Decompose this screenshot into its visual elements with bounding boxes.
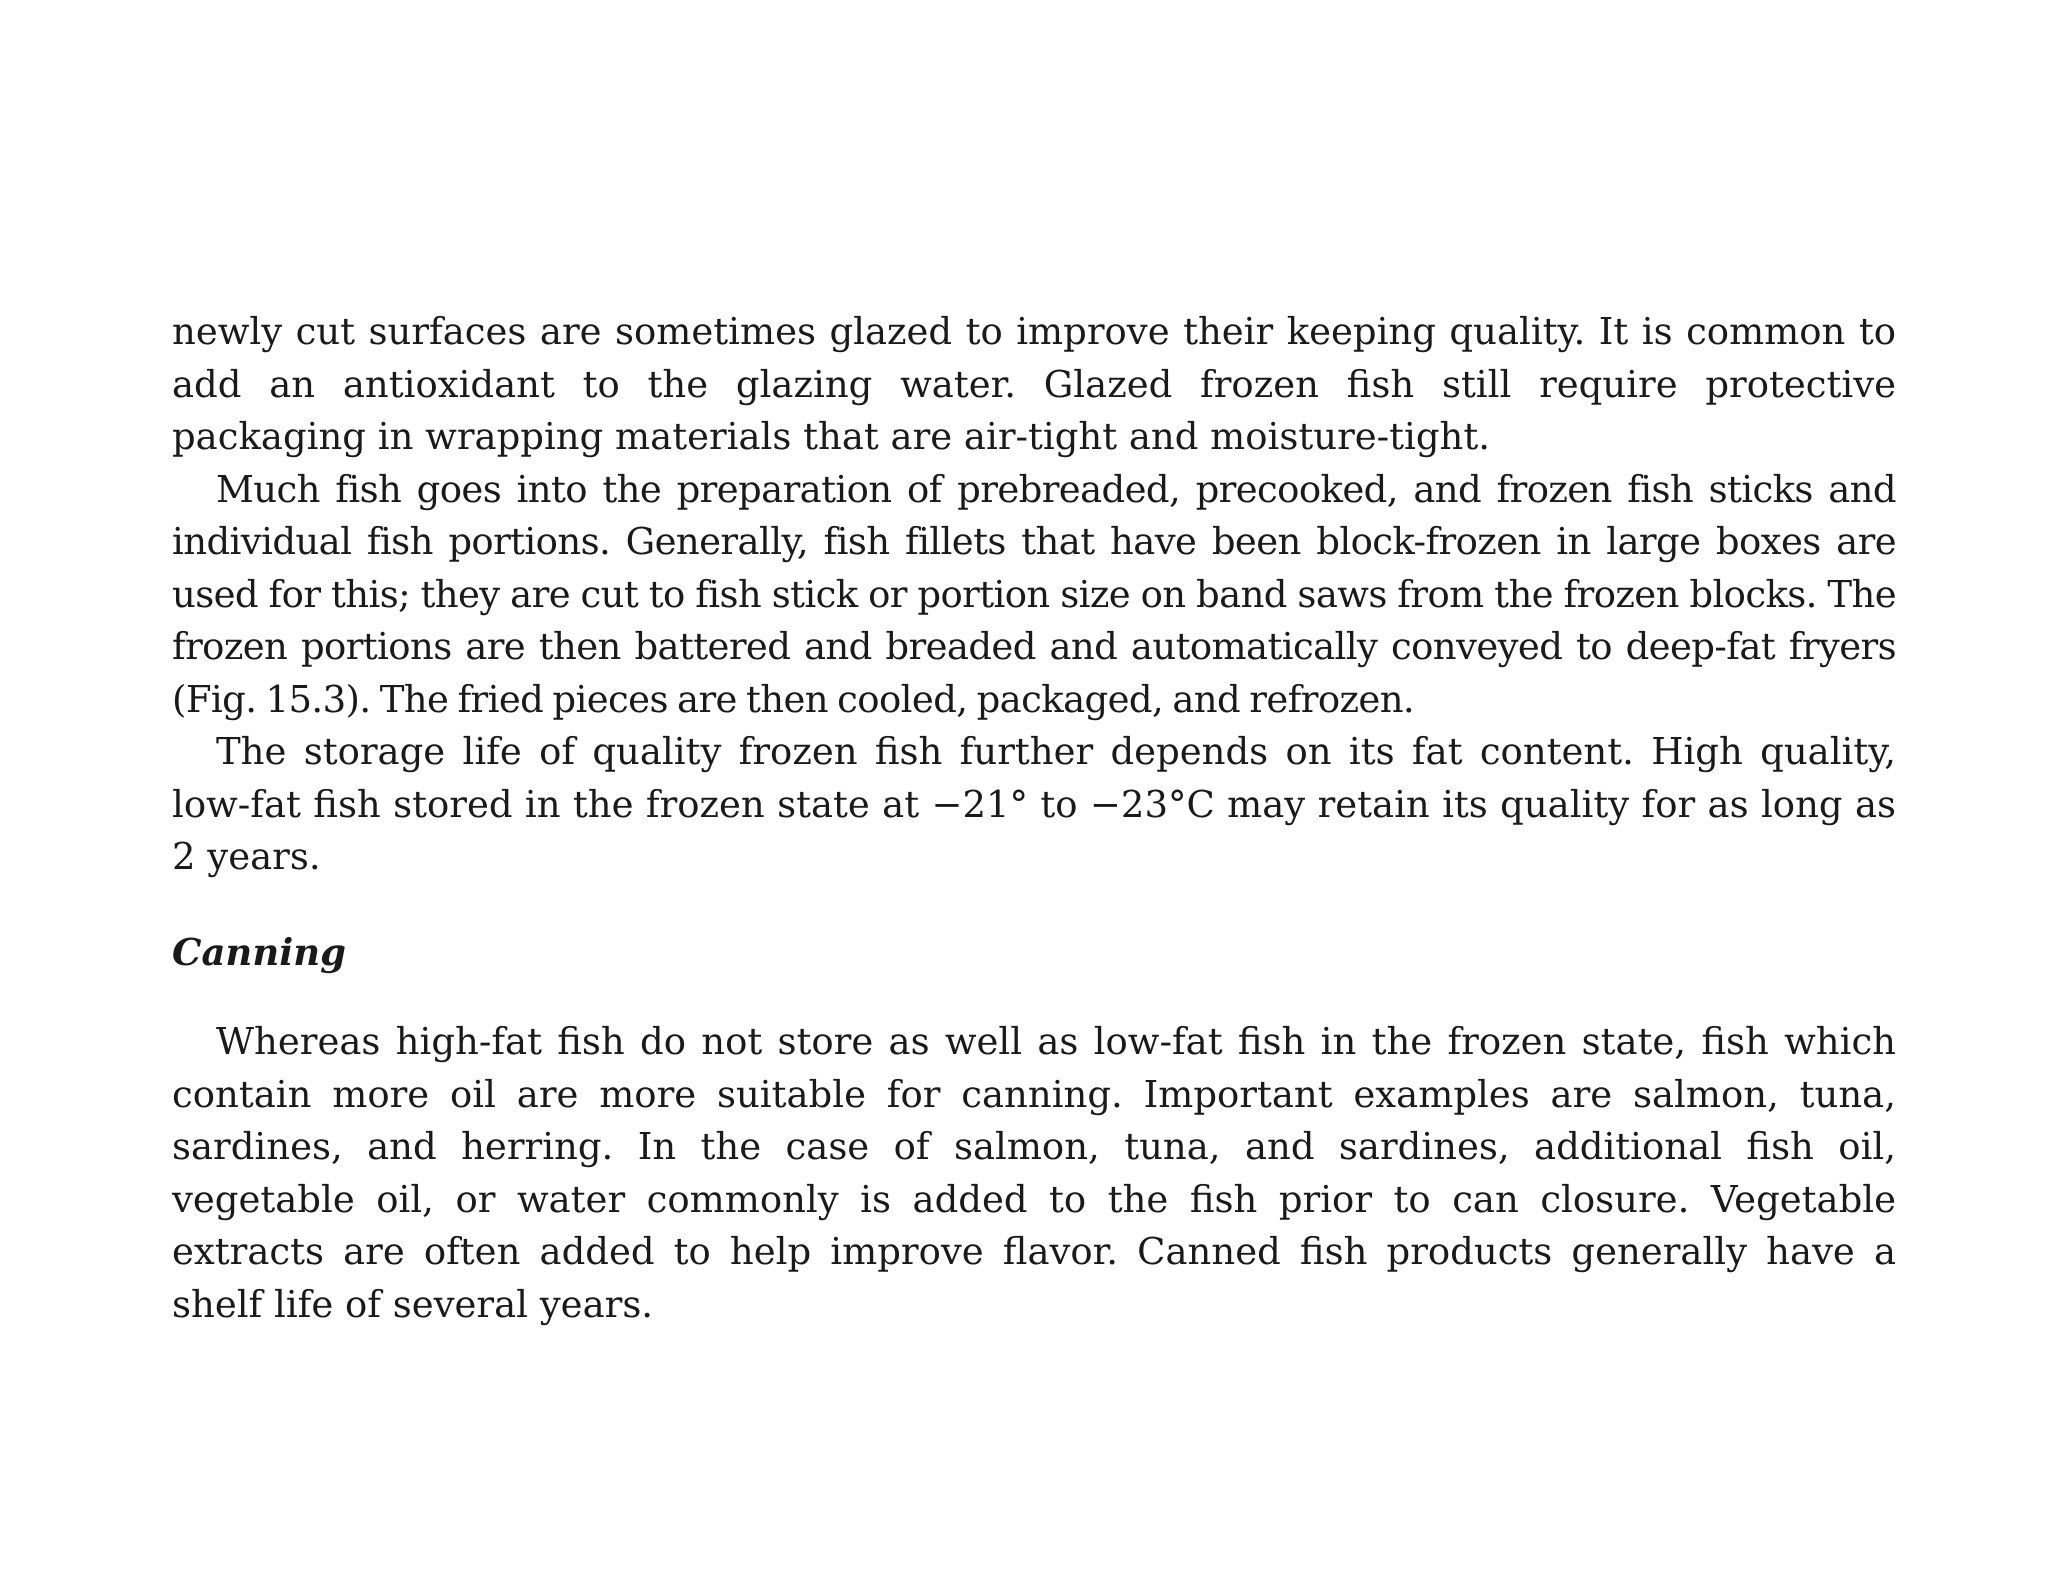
paragraph-fish-sticks: Much fish goes into the preparation of prebreaded, precooked, and frozen fish sticks and individual fish portions. Generally, fish fillets that have been block-frozen in large boxes are used for this; they are cut to fish stick or portion size on band saws from the frozen blocks. The frozen portions are then battered and breaded and automatically conveyed to deep-fat fryers (Fig. 15.3). The fried pieces are then cooled, packaged, and refrozen. bbox=[172, 467, 1896, 721]
paragraph-canning: Whereas high-fat fish do not store as well as low-fat fish in the frozen state, fish which contain more oil are more suitable for canning. Important examples are salmon, tuna, sardines, and herring. In the case of salmon, tuna, and sardines, additional fish oil, vegetable oil, or water commonly is added to the fish prior to can closure. Vegetable extracts are often added to help improve flavor. Canned fish products generally have a shelf life of several years. bbox=[172, 1020, 1896, 1326]
paragraph-storage-life: The storage life of quality frozen fish further depends on its fat content. High quality, low-fat fish stored in the frozen state at −21° to −23°C may retain its quality for as long as 2 years. bbox=[172, 730, 1896, 878]
section-heading-canning: Canning bbox=[172, 929, 347, 974]
paragraph-glazing: newly cut surfaces are sometimes glazed to improve their keeping quality. It is common to add an antioxidant to the glazing water. Glazed frozen fish still require protective packaging in wrapping materials that are air-tight and moisture-tight. bbox=[172, 310, 1896, 458]
document-page bbox=[172, 306, 1896, 1331]
